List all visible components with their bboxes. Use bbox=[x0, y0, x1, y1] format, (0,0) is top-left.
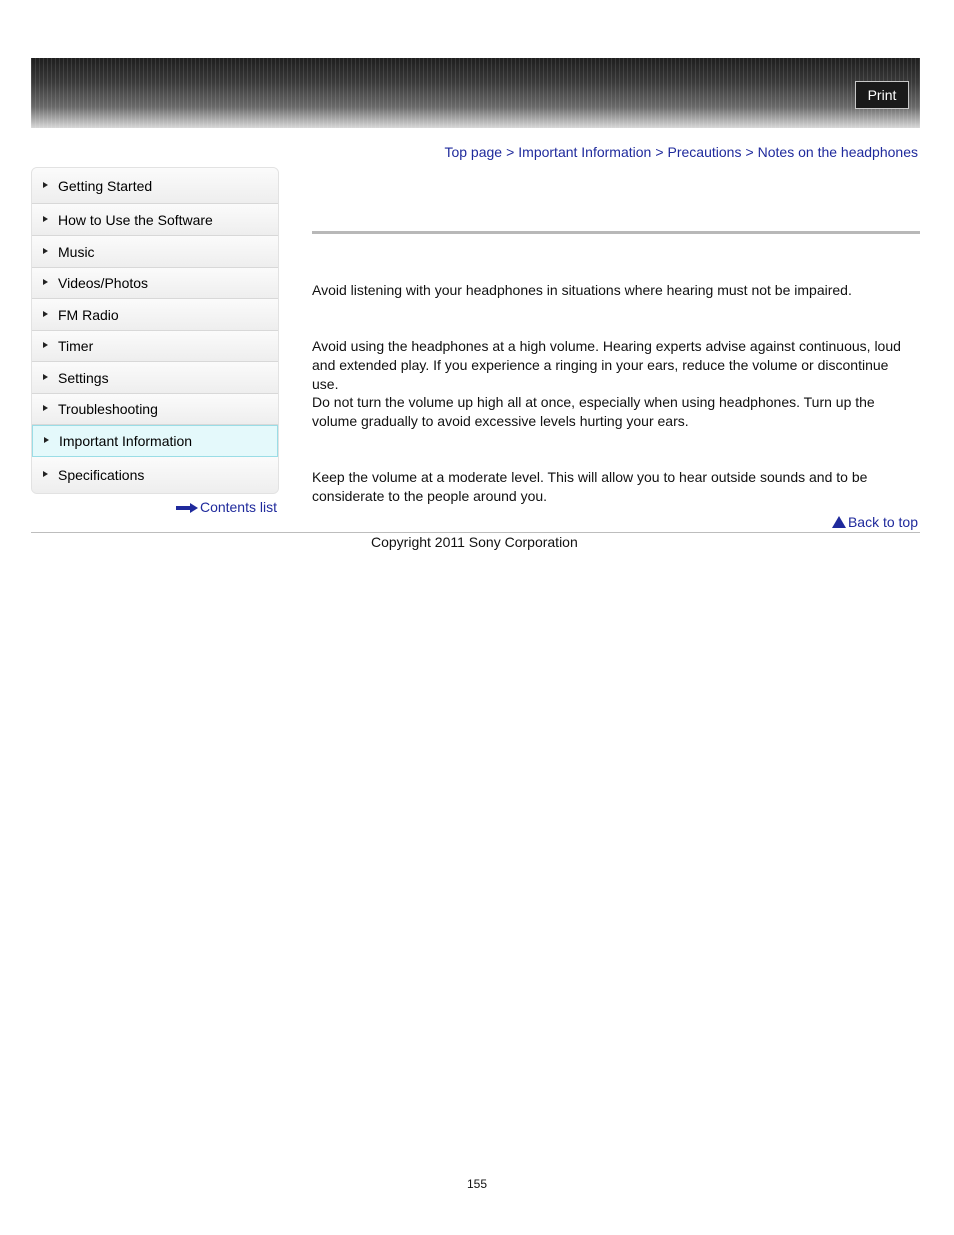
arrow-right-icon bbox=[43, 216, 48, 222]
breadcrumb-notes-on-the-headphones[interactable]: Notes on the headphones bbox=[757, 144, 918, 160]
sidebar-item-timer[interactable] bbox=[32, 331, 278, 362]
breadcrumb-separator: > bbox=[655, 144, 664, 160]
copyright-text: Copyright 2011 Sony Corporation bbox=[371, 534, 578, 550]
arrow-right-icon bbox=[43, 182, 48, 188]
sidebar-item-label: Specifications bbox=[58, 467, 145, 483]
sidebar-nav bbox=[31, 167, 279, 494]
title-divider bbox=[312, 231, 920, 234]
header-banner bbox=[31, 58, 920, 128]
sidebar-item-music[interactable] bbox=[32, 236, 278, 268]
sidebar-item-label: Troubleshooting bbox=[58, 401, 158, 417]
arrow-right-icon bbox=[43, 471, 48, 477]
breadcrumb-precautions[interactable]: Precautions bbox=[667, 144, 742, 160]
contents-list-label: Contents list bbox=[199, 499, 277, 515]
arrow-right-icon bbox=[43, 405, 48, 411]
arrow-right-icon bbox=[43, 311, 48, 317]
back-to-top-label: Back to top bbox=[847, 514, 918, 530]
paragraph: Avoid using the headphones at a high volume. Hearing experts advise against continuous, loud and extended play. If you experience a ringing in your ears, reduce the volume or discontinue use. bbox=[312, 338, 901, 392]
footer-divider bbox=[31, 532, 920, 533]
paragraph: Avoid listening with your headphones in situations where hearing must not be impaired. bbox=[312, 282, 852, 298]
arrow-up-icon bbox=[832, 516, 846, 528]
page-number: 155 bbox=[466, 1177, 488, 1191]
paragraph: Keep the volume at a moderate level. This will allow you to hear outside sounds and to be considerate to the people around you. bbox=[312, 469, 868, 504]
sidebar-item-label: Important Information bbox=[59, 433, 193, 449]
sidebar-item-fm-radio[interactable] bbox=[32, 299, 278, 331]
breadcrumb-top-page[interactable]: Top page bbox=[444, 144, 503, 160]
sidebar-item-specifications[interactable] bbox=[32, 457, 278, 493]
arrow-right-icon bbox=[43, 279, 48, 285]
contents-list-link[interactable] bbox=[176, 499, 277, 515]
sidebar-item-label: Videos/Photos bbox=[58, 275, 149, 291]
sidebar-item-troubleshooting[interactable] bbox=[32, 394, 278, 425]
arrow-right-icon bbox=[43, 342, 48, 348]
breadcrumb-separator: > bbox=[506, 144, 515, 160]
sidebar-item-videos-photos[interactable] bbox=[32, 268, 278, 299]
sidebar-item-label: Timer bbox=[58, 338, 94, 354]
sidebar-item-label: Settings bbox=[58, 369, 109, 386]
breadcrumb bbox=[444, 144, 918, 160]
print-button[interactable]: Print bbox=[855, 81, 909, 109]
back-to-top-link[interactable] bbox=[832, 514, 918, 530]
sidebar-item-getting-started[interactable] bbox=[32, 168, 278, 204]
arrow-right-icon bbox=[43, 374, 48, 380]
arrow-right-icon bbox=[176, 503, 198, 513]
sidebar-item-label: How to Use the Software bbox=[58, 211, 213, 228]
sidebar-item-how-to-use-the-software[interactable] bbox=[32, 204, 278, 236]
sidebar-item-settings[interactable] bbox=[32, 362, 278, 394]
sidebar-item-label: Getting Started bbox=[58, 177, 153, 194]
sidebar-item-label: Music bbox=[58, 243, 95, 260]
breadcrumb-important-information[interactable]: Important Information bbox=[518, 144, 652, 160]
paragraph: Do not turn the volume up high all at once, especially when using headphones. Turn up the volume gradually to avoid excessive levels hurting your ears. bbox=[312, 394, 875, 429]
breadcrumb-separator: > bbox=[745, 144, 754, 160]
sidebar-item-important-information[interactable] bbox=[32, 425, 278, 457]
arrow-right-icon bbox=[44, 437, 49, 443]
arrow-right-icon bbox=[43, 248, 48, 254]
sidebar-item-label: FM Radio bbox=[58, 306, 119, 323]
